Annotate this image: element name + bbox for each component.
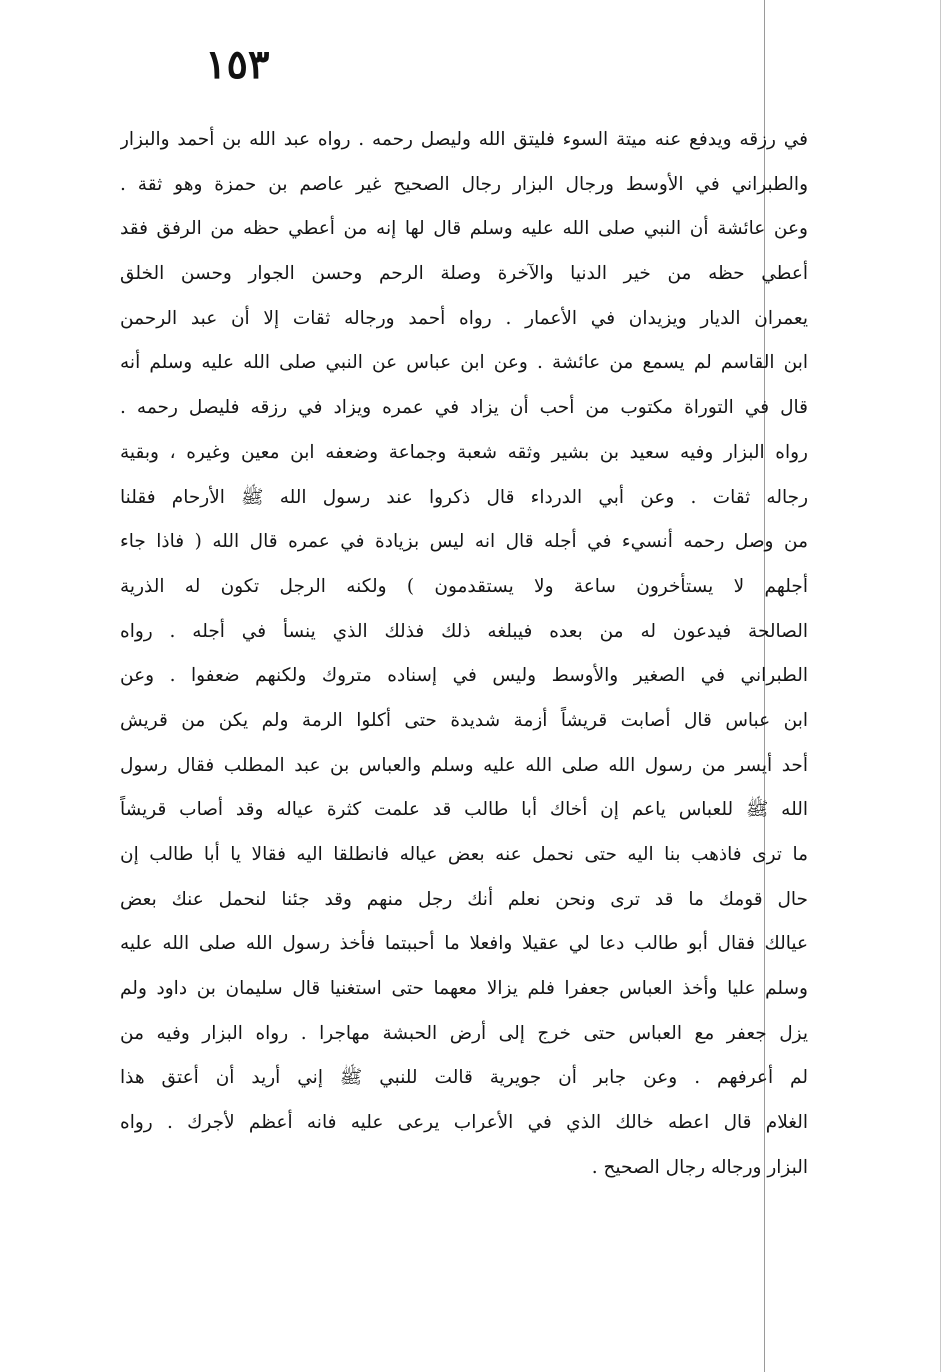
text-line: ما ترى فاذهب بنا اليه حتى نحمل عنه بعض عياله فانطلقا اليه فقالا يا أبا طالب إن xyxy=(120,844,808,865)
text-line: لم أعرفهم . وعن جابر أن جويرية قالت للنبي ﷺ إني أريد أن أعتق هذا xyxy=(120,1067,808,1089)
text-line: عيالك فقال أبو طالب دعا لي عقيلا وافعلا ما أحببتما فأخذ رسول الله صلى الله عليه xyxy=(120,933,808,955)
text-line: يعمران الديار ويزيدان في الأعمار . رواه أحمد ورجاله ثقات إلا أن عبد الرحمن xyxy=(120,307,808,329)
text-line: ابن القاسم لم يسمع من عائشة . وعن ابن عباس عن النبي صلى الله عليه وسلم أنه xyxy=(120,352,808,374)
page-number: ١٥٣ xyxy=(205,41,270,88)
text-line: الطبراني في الصغير والأوسط وليس في إسناده متروك ولكنهم ضعفوا . وعن xyxy=(120,665,808,687)
text-line: يزل جعفر مع العباس حتى خرج إلى أرض الحبشة مهاجرا . رواه البزار وفيه من xyxy=(120,1022,808,1044)
text-line: وسلم عليا وأخذ العباس جعفرا فلم يزالا معهما حتى استغنيا قال سليمان بن داود ولم xyxy=(120,978,808,1000)
text-line: أعطي حظه من خير الدنيا والآخرة وصلة الرحم وحسن الجوار وحسن الخلق xyxy=(120,263,808,285)
text-line: البزار ورجاله رجال الصحيح . xyxy=(591,1156,808,1178)
text-line: الغلام قال اعطه خالك الذي في الأعراب يرعى عليه فانه أعظم لأجرك . رواه xyxy=(120,1112,808,1134)
page-edge-line xyxy=(940,0,941,1372)
text-line: والطبراني في الأوسط ورجال البزار رجال الصحيح غير عاصم بن حمزة وهو ثقة . xyxy=(120,173,808,195)
text-line: في رزقه ويدفع عنه ميتة السوء فليتق الله وليصل رحمه . رواه عبد الله بن أحمد والبزار xyxy=(120,129,808,150)
text-line: رجاله ثقات . وعن أبي الدرداء قال ذكروا عند رسول الله ﷺ الأرحام فقلنا xyxy=(120,486,808,508)
text-line: وعن عائشة أن النبي صلى الله عليه وسلم قال لها إنه من أعطي حظه من الرفق فقد xyxy=(120,218,808,240)
text-line: الله ﷺ للعباس ياعم إن أخاك أبا طالب قد علمت كثرة عياله وقد أصاب قريشاً xyxy=(120,799,808,821)
text-line: الصالحة فيدعون له من بعده فيبلغه ذلك فذلك الذي ينسأ في أجله . رواه xyxy=(120,620,808,642)
text-line: من وصل رحمه أنسيء في أجله قال انه ليس بزيادة في عمره قال الله ( فاذا جاء xyxy=(120,531,808,553)
text-line: رواه البزار وفيه سعيد بن بشير وثقه شعبة وجماعة وضعفه ابن معين وغيره ، وبقية xyxy=(120,441,808,463)
text-line: ابن عباس قال أصابت قريشاً أزمة شديدة حتى أكلوا الرمة ولم يكن من قريش xyxy=(120,709,808,731)
body-text xyxy=(120,118,808,1191)
text-line: حال قومك ما قد ترى ونحن نعلم أنك رجل منهم وقد جئنا لنحمل عنك بعض xyxy=(120,888,808,910)
text-line: أحد أيسر من رسول الله صلى الله عليه وسلم والعباس بن عبد المطلب فقال رسول xyxy=(120,754,808,776)
text-line: أجلهم لا يستأخرون ساعة ولا يستقدمون ) ولكنه الرجل تكون له الذرية xyxy=(120,575,808,597)
text-line: قال في التوراة مكتوب من أحب أن يزاد في عمره ويزاد في رزقه فليصل رحمه . xyxy=(120,397,808,419)
